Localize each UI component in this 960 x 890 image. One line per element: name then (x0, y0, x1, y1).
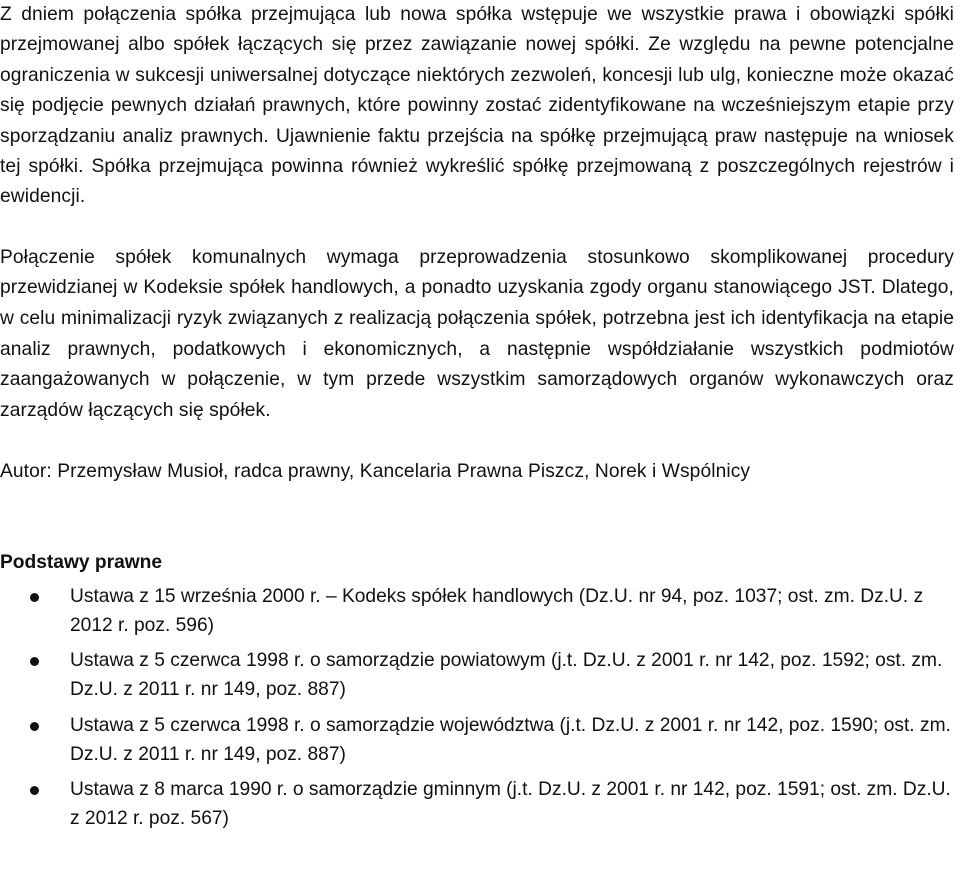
bullet-icon (30, 657, 39, 666)
list-item (0, 775, 954, 833)
list-item-text: Ustawa z 5 czerwca 1998 r. o samorządzie powiatowym (j.t. Dz.U. z 2001 r. nr 142, poz. 1592; ost. zm. Dz.U. z 2011 r. nr 149, poz. 887) (70, 650, 943, 701)
bullet-icon (30, 786, 39, 795)
author-line: Autor: Przemysław Musioł, radca prawny, Kancelaria Prawna Piszcz, Norek i Wspólnicy (0, 461, 751, 483)
legal-basis-heading: Podstawy prawne (0, 551, 163, 573)
list-item (0, 711, 954, 769)
bullet-icon (30, 722, 39, 731)
paragraph-merger-effects: Z dniem połączenia spółka przejmująca lub nowa spółka wstępuje we wszystkie prawa i obowiązki spółki przejmowanej albo spółek łączących się przez zawiązanie nowej spółki. Ze względu na pewne potencjalne ograniczenia w sukcesji uniwersalnej dotyczące niektórych zezwoleń, koncesji lub ulg, konieczne może okazać się podjęcie pewnych działań prawnych, które powinny zostać zidentyfikowane na wcześniejszym etapie przy sporządzaniu analiz prawnych. Ujawnienie faktu przejścia na spółkę przejmującą praw następuje na wniosek tej spółki. Spółka przejmująca powinna również wykreślić spółkę przejmowaną z poszczególnych rejestrów i ewidencji. (0, 4, 954, 208)
list-item (0, 582, 954, 640)
paragraph-municipal-merger: Połączenie spółek komunalnych wymaga przeprowadzenia stosunkowo skomplikowanej procedury przewidzianej w Kodeksie spółek handlowych, a ponadto uzyskania zgody organu stanowiącego JST. Dlatego, w celu minimalizacji ryzyk związanych z realizacją połączenia spółek, potrzebna jest ich identyfikacja na etapie analiz prawnych, podatkowych i ekonomicznych, a następnie współdziałanie wszystkich podmiotów zaangażowanych w połączenie, w tym przede wszystkim samorządowych organów wykonawczych oraz zarządów łączących się spółek. (0, 246, 954, 421)
list-item (0, 646, 954, 704)
legal-basis-list (0, 582, 954, 834)
list-item-text: Ustawa z 8 marca 1990 r. o samorządzie gminnym (j.t. Dz.U. z 2001 r. nr 142, poz. 1591; ost. zm. Dz.U. z 2012 r. poz. 567) (70, 779, 951, 830)
list-item-text: Ustawa z 5 czerwca 1998 r. o samorządzie województwa (j.t. Dz.U. z 2001 r. nr 142, poz. 1590; ost. zm. Dz.U. z 2011 r. nr 149, poz. 887) (70, 714, 951, 765)
bullet-icon (30, 593, 39, 602)
list-item-text: Ustawa z 15 września 2000 r. – Kodeks spółek handlowych (Dz.U. nr 94, poz. 1037; ost. zm. Dz.U. z 2012 r. poz. 596) (70, 585, 924, 637)
